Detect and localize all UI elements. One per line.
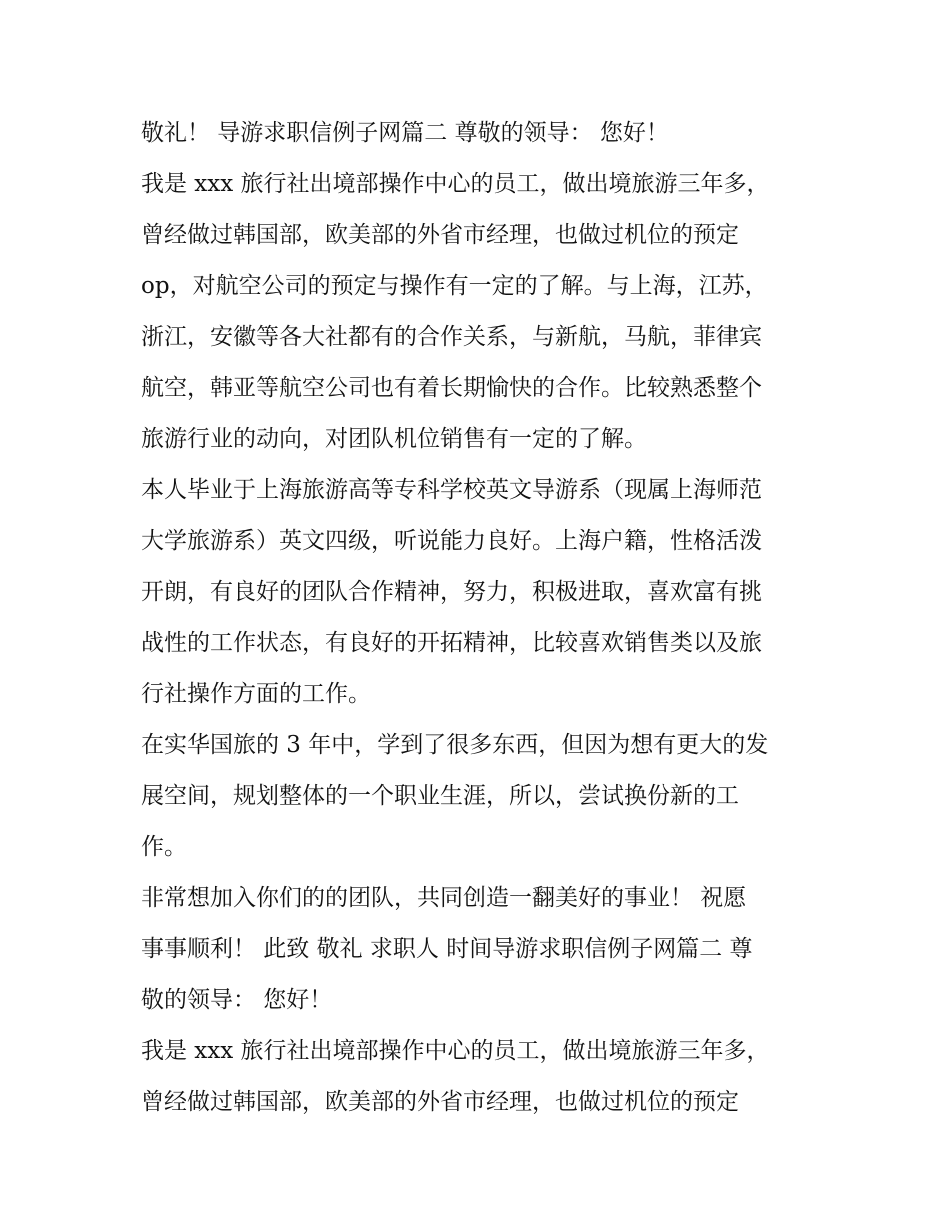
body-text bbox=[141, 108, 821, 1128]
text-line: 敬的领导： 您好！ bbox=[141, 987, 333, 1013]
text-line: 行社操作方面的工作。 bbox=[141, 681, 371, 707]
text-line: 曾经做过韩国部，欧美部的外省市经理，也做过机位的预定 bbox=[141, 222, 739, 248]
text-line: 作。 bbox=[141, 834, 187, 860]
text-line: 展空间，规划整体的一个职业生涯，所以，尝试换份新的工 bbox=[141, 783, 739, 809]
text-line: 非常想加入你们的的团队，共同创造一翻美好的事业！ 祝愿 bbox=[141, 885, 747, 911]
text-line: 我是 xxx 旅行社出境部操作中心的员工，做出境旅游三年多， bbox=[141, 171, 770, 197]
text-line: 曾经做过韩国部，欧美部的外省市经理，也做过机位的预定 bbox=[141, 1089, 739, 1115]
text-line: op，对航空公司的预定与操作有一定的了解。与上海，江苏， bbox=[141, 273, 768, 299]
text-line: 浙江，安徽等各大社都有的合作关系，与新航，马航，菲律宾 bbox=[141, 324, 762, 350]
text-line: 航空，韩亚等航空公司也有着长期愉快的合作。比较熟悉整个 bbox=[141, 375, 762, 401]
text-line: 旅游行业的动向，对团队机位销售有一定的了解。 bbox=[141, 426, 647, 452]
text-line: 事事顺利！ 此致 敬礼 求职人 时间导游求职信例子网篇二 尊 bbox=[141, 936, 753, 962]
text-line: 我是 xxx 旅行社出境部操作中心的员工，做出境旅游三年多， bbox=[141, 1038, 770, 1064]
text-line: 敬礼！ 导游求职信例子网篇二 尊敬的领导： 您好！ bbox=[141, 120, 669, 146]
text-line: 开朗，有良好的团队合作精神，努力，积极进取，喜欢富有挑 bbox=[141, 579, 762, 605]
text-line: 大学旅游系）英文四级，听说能力良好。上海户籍，性格活泼 bbox=[141, 528, 762, 554]
text-line: 在实华国旅的 3 年中，学到了很多东西，但因为想有更大的发 bbox=[141, 732, 769, 758]
text-line: 战性的工作状态，有良好的开拓精神，比较喜欢销售类以及旅 bbox=[141, 630, 762, 656]
text-line: 本人毕业于上海旅游高等专科学校英文导游系（现属上海师范 bbox=[141, 477, 762, 503]
